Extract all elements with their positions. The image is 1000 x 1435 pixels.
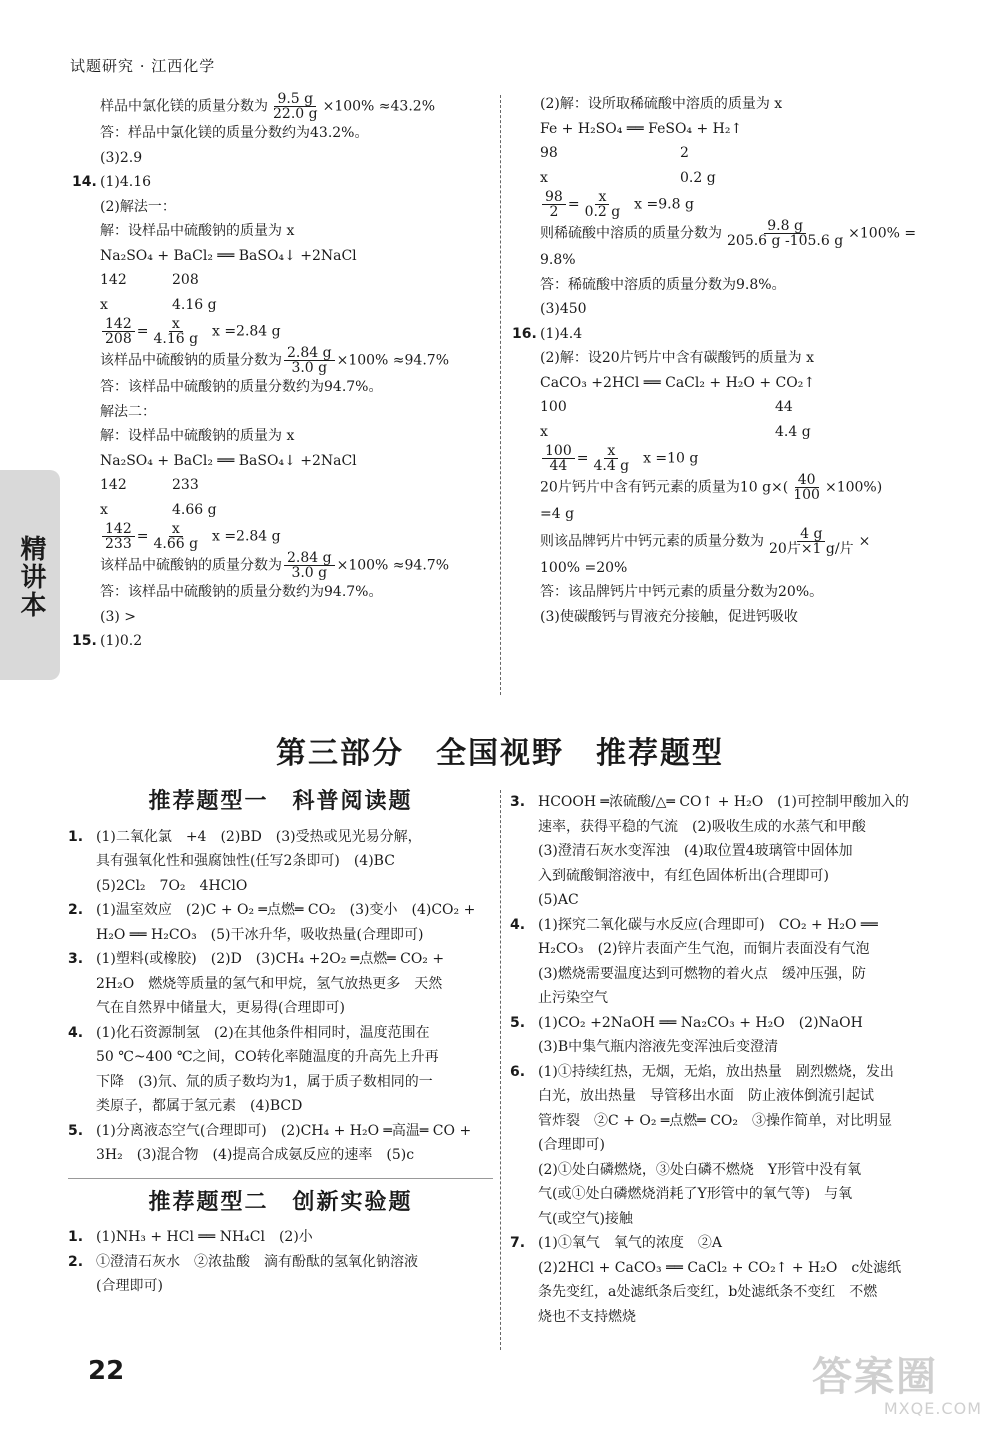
text: 208 [172,272,199,288]
denominator: 233 [105,536,132,552]
numerator: x [595,190,609,205]
question-number: 3. [510,794,526,810]
text: 233 [172,477,199,493]
answer-line: 下降 (3)氘、氚的质子数均为1，属于质子数相同的一 [96,1073,433,1090]
ratio-line [540,395,935,420]
numerator: 4 g [797,527,825,542]
question-number: 5. [68,1122,84,1139]
fraction [790,473,823,502]
denominator: 208 [105,331,132,347]
watermark-logo [812,1355,982,1427]
answer-line: 答：样品中氯化镁的质量分数约为43.2%。 [100,125,369,141]
fraction [766,527,857,556]
answer-line: (3)2.9 [100,149,143,166]
question-number: 14. [72,174,97,190]
divider [68,1178,493,1179]
answer-line: (2)解法一： [100,198,176,215]
ratio-line [100,293,490,318]
answer-line: (3)使碳酸钙与胃液充分接触，促进钙吸收 [540,608,798,625]
fraction [542,190,566,219]
denominator: 4.66 g [153,536,199,552]
watermark-text: 答案圈 [812,1354,938,1400]
text: (1)4.16 [100,174,152,190]
right-top-column [512,92,935,629]
text: × [858,533,871,549]
text: HCOOH ═浓硫酸/△═ CO↑ + H₂O (1)可控制甲酸加入的 [538,794,910,810]
question-6 [510,1060,935,1085]
text: ①澄清石灰水 ②浓盐酸 滴有酚酞的氢氧化钠溶液 [96,1253,418,1270]
ratio-line [100,268,490,293]
question-2 [68,1250,493,1275]
answer-line: 气在自然界中储量大，更易得(合理即可) [96,1000,345,1016]
answer-line: (3)B中集气瓶内溶液先变浑浊后变澄清 [538,1039,779,1055]
text: x =10 g [643,450,699,467]
question-number: 15. [72,633,97,649]
answer-line [540,527,935,556]
question-4 [510,913,935,938]
ratio-line [100,498,490,523]
question-number: 2. [68,1253,84,1270]
fraction [102,522,135,551]
text: 4.16 g [172,296,217,313]
text: (1)探究二氧化碳与水反应(合理即可) CO₂ + H₂O ══ [538,916,878,933]
side-tab-label: 精讲本 [16,535,46,619]
numerator: 40 [795,473,819,488]
denominator: 3.0 g [291,360,328,376]
proportion-line [100,317,490,346]
text: x [540,423,548,440]
text: (1)温室效应 (2)C + O₂ ═点燃═ CO₂ (3)变小 (4)CO₂ + [96,902,476,918]
question-5 [510,1011,935,1036]
denominator: 20片×1 g/片 [769,540,854,557]
question-number: 6. [510,1063,526,1080]
question-number: 1. [68,1229,84,1245]
text: = [576,450,589,467]
equation: CaCO₃ +2HCl ══ CaCl₂ + H₂O + CO₂↑ [540,374,816,391]
numerator: x [169,317,183,332]
answer-line: 解法二： [100,403,156,420]
text: x =9.8 g [634,196,694,213]
fraction [150,317,201,346]
answer-line: 入到硫酸铜溶液中，有红色固体析出(合理即可) [538,867,829,884]
numerator: 142 [102,317,135,332]
answer-line: (3)燃烧需要温度达到可燃物的着火点 缓冲压强，防 [538,965,866,982]
answer-line: 管炸裂 ②C + O₂ ═点燃═ CO₂ ③操作简单，对比明显 [538,1112,892,1129]
answer-line [540,219,935,248]
answer-line: (2)2HCl + CaCO₃ ══ CaCl₂ + CO₂↑ + H₂O c处滤纸 [538,1259,902,1276]
answer-line: 气(或空气)接触 [538,1210,633,1227]
text: 2 [680,145,689,161]
fraction [590,444,632,473]
answer-line [100,92,490,121]
denominator: 3.0 g [291,565,328,581]
answer-line: 白光，放出热量 导管移出水面 防止液体倒流引起试 [538,1088,874,1104]
column-divider-top [500,95,501,695]
answer-line: (2)解：设所取稀硫酸中溶质的质量为 x [540,96,783,112]
question-number: 7. [510,1235,526,1251]
text: (1)塑料(或橡胶) (2)D (3)CH₄ +2O₂ ═点燃═ CO₂ + [96,951,445,967]
subsection-title: 推荐题型一 科普阅读题 [148,789,413,814]
text: 98 [540,145,558,161]
ratio-line [540,166,935,191]
text: x =2.84 g [211,323,281,340]
answer-line [100,551,490,580]
question-2 [68,898,493,923]
question-number: 2. [68,902,84,918]
answer-line: 条先变红，a处滤纸条后变红，b处滤纸条不变红 不燃 [538,1284,878,1300]
page-number: 22 [88,1356,125,1386]
answer-line: 速率，获得平稳的气流 (2)吸收生成的水蒸气和甲酸 [538,818,866,835]
answer-line: (合理即可) [96,1278,163,1294]
text: = [567,196,580,213]
answer-line: 气(或①处白磷燃烧消耗了Y形管中的氧气等) 与氧 [538,1186,853,1202]
text: (1)NH₃ + HCl ══ NH₄Cl (2)小 [96,1229,313,1245]
fraction [102,317,135,346]
answer-line: (2)解：设20片钙片中含有碳酸钙的质量为 x [540,350,814,366]
answer-line: 解：设样品中硫酸钠的质量为 x [100,223,295,239]
answer-line: 答：该品牌钙片中钙元素的质量分数为20%。 [540,584,824,600]
text: 44 [775,399,793,415]
answer-line [540,473,935,502]
section-title: 第三部分 全国视野 推荐题型 [276,736,724,771]
fraction [270,92,321,121]
answer-line: 50 ℃~400 ℃之间，CO转化率随温度的升高先上升再 [96,1049,439,1065]
text: 142 [100,272,127,288]
answer-line: H₂O ══ H₂CO₃ (5)干冰升华，吸收热量(合理即可) [96,926,424,943]
watermark-url: MXQE.COM [883,1399,982,1418]
text: (1)二氧化氯 +4 (2)BD (3)受热或见光易分解， [96,828,422,845]
answer-line: 答：该样品中硫酸钠的质量分数约为94.7%。 [100,584,383,600]
answer-line: (合理即可) [538,1137,605,1153]
question-15 [72,629,490,654]
text: ×100% = [848,225,917,242]
text: 该样品中硫酸钠的质量分数为 [100,557,282,574]
denominator: 205.6 g -105.6 g [727,233,844,249]
numerator: x [604,444,618,459]
text: = [136,323,149,340]
answer-line: 类原子，都属于氢元素 (4)BCD [96,1098,303,1114]
answer-line: 烧也不支持燃烧 [538,1308,636,1325]
column-divider-bottom [500,790,501,1350]
text: x [100,501,108,518]
text: 0.2 g [680,169,716,186]
text: 4.66 g [172,501,217,518]
answer-line: 9.8% [540,252,576,268]
question-number: 1. [68,828,84,845]
question-5 [68,1119,493,1144]
answer-line: 100% =20% [540,559,628,576]
numerator: x [169,522,183,537]
question-1 [68,825,493,850]
question-number: 4. [510,916,526,933]
numerator: 9.8 g [764,219,806,234]
question-3 [510,790,935,815]
ratio-line [540,420,935,445]
numerator: 2.84 g [284,346,335,361]
denominator: 0.2 g [584,204,621,220]
numerator: 142 [102,522,135,537]
text: 20片钙片中含有钙元素的质量为10 g×( [540,479,789,496]
denominator: 2 [549,204,559,220]
text: (1)4.4 [540,325,583,342]
text: 该样品中硫酸钠的质量分数为 [100,352,282,369]
question-3 [68,947,493,972]
answer-line: (3)450 [540,301,587,317]
text: ×100%) [824,479,883,496]
question-number: 4. [68,1024,84,1041]
text: ×100% ≈94.7% [336,352,450,369]
fraction [284,551,335,580]
question-number: 5. [510,1014,526,1031]
question-7 [510,1231,935,1256]
equation: Na₂SO₄ + BaCl₂ ══ BaSO₄↓ +2NaCl [100,247,357,264]
denominator: 4.16 g [153,331,199,347]
text: (1)①氧气 氧气的浓度 ②A [538,1235,722,1251]
answer-line [100,346,490,375]
answer-line: H₂CO₃ (2)锌片表面产生气泡，而铜片表面没有气泡 [538,941,870,957]
question-1 [68,1225,493,1250]
text: 则稀硫酸中溶质的质量分数为 [540,225,722,242]
denominator: 22.0 g [273,106,318,122]
text: x =2.84 g [211,528,281,545]
denominator: 100 [793,487,820,503]
text: x [100,296,108,313]
subsection-title: 推荐题型二 创新实验题 [148,1189,413,1215]
text: ×100% ≈94.7% [336,557,450,574]
question-4 [68,1021,493,1046]
ratio-line [540,141,935,166]
fraction [284,346,335,375]
proportion-line [540,444,935,473]
proportion-line [100,522,490,551]
text: = [136,528,149,545]
text: 样品中氯化镁的质量分数为 [100,98,268,115]
answer-line: (3)澄清石灰水变浑浊 (4)取位置4玻璃管中固体加 [538,843,853,859]
answer-line: 答：稀硫酸中溶质的质量分数为9.8%。 [540,276,786,293]
text: 4.4 g [775,423,811,440]
answer-line: (5)2Cl₂ 7O₂ 4HClO [96,877,248,894]
equation: Na₂SO₄ + BaCl₂ ══ BaSO₄↓ +2NaCl [100,452,357,469]
equation: Fe + H₂SO₄ ══ FeSO₄ + H₂↑ [540,120,743,137]
fraction [724,219,846,248]
text: (1)0.2 [100,633,143,649]
text: (1)①持续红热，无烟，无焰，放出热量 剧烈燃烧，发出 [538,1063,894,1080]
question-number: 3. [68,951,84,967]
text: 142 [100,477,127,493]
answer-line: 具有强氧化性和强腐蚀性(任写2条即可) (4)BC [96,853,395,869]
numerator: 100 [542,444,575,459]
question-number: 16. [512,325,537,342]
running-header: 试题研究 · 江西化学 [70,57,216,75]
answer-line: =4 g [540,506,575,522]
text: (1)分离液态空气(合理即可) (2)CH₄ + H₂O ═高温═ CO + [96,1122,472,1139]
fraction [150,522,201,551]
denominator: 4.4 g [593,458,630,474]
text: (1)CO₂ +2NaOH ══ Na₂CO₃ + H₂O (2)NaOH [538,1014,863,1031]
text: 100 [540,399,567,415]
answer-line: 止污染空气 [538,990,608,1006]
proportion-line [540,190,935,219]
question-16 [512,322,935,347]
text: (1)化石资源制氢 (2)在其他条件相同时，温度范围在 [96,1024,430,1041]
ratio-line [100,473,490,498]
text: x [540,169,548,186]
answer-line: (5)AC [538,892,579,908]
answer-line: 3H₂ (3)混合物 (4)提高合成氨反应的速率 (5)c [96,1147,415,1163]
answer-line: 解：设样品中硫酸钠的质量为 x [100,428,295,444]
answer-line: (2)①处白磷燃烧，③处白磷不燃烧 Y形管中没有氧 [538,1161,862,1178]
fraction [542,444,575,473]
answer-line: 答：该样品中硫酸钠的质量分数约为94.7%。 [100,379,383,395]
denominator: 44 [549,458,568,474]
text: 则该品牌钙片中钙元素的质量分数为 [540,533,764,549]
left-bottom-column [68,790,493,1299]
question-14 [72,170,490,195]
fraction [582,190,624,219]
answer-line: 2H₂O 燃烧等质量的氢气和甲烷，氢气放热更多 天然 [96,975,443,992]
numerator: 2.84 g [284,551,335,566]
answer-line: (3) > [100,608,137,625]
left-top-column [72,91,490,654]
text: ×100% ≈43.2% [322,98,436,115]
numerator: 98 [542,190,566,205]
right-bottom-column [510,790,935,1329]
numerator: 9.5 g [274,92,316,107]
